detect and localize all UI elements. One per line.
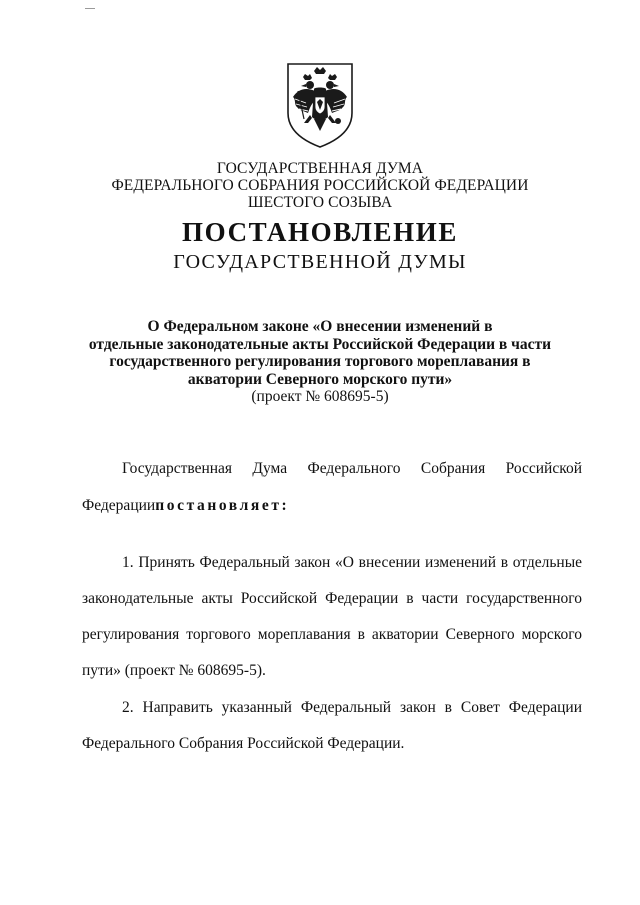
org-line-3: ШЕСТОГО СОЗЫВА xyxy=(247,194,393,211)
subject-line-3: государственного регулирования торгового мореплавания в xyxy=(109,353,531,371)
subject-line-2: отдельные законодательные акты Российской Федерации в части xyxy=(88,335,552,353)
draft-number: (проект № 608695-5) xyxy=(251,388,389,406)
preamble-line-1: Государственная Дума Федерального Собрания Российской xyxy=(122,460,582,477)
preamble-paragraph xyxy=(82,460,582,515)
org-line-1: ГОСУДАРСТВЕННАЯ ДУМА xyxy=(216,160,424,177)
state-emblem-icon xyxy=(284,61,356,149)
resolution-item-1 xyxy=(82,545,582,689)
item2-line-1: 2. Направить указанный Федеральный закон в Совет Федерации xyxy=(122,699,582,716)
item1-line-4: пути» (проект № 608695-5). xyxy=(82,662,266,679)
organization-header xyxy=(0,160,640,211)
subject-line-1: О Федеральном законе «О внесении изменений в xyxy=(147,318,493,335)
preamble-line-2 xyxy=(82,497,582,515)
item1-line-3: регулирования торгового мореплавания в акватории Северного морского xyxy=(82,626,582,643)
item1-line-2: законодательные акты Российской Федерации в части государственного xyxy=(82,590,582,607)
org-line-2: ФЕДЕРАЛЬНОГО СОБРАНИЯ РОССИЙСКОЙ ФЕДЕРАЦИИ xyxy=(111,177,529,194)
subject-line-4: акватории Северного морского пути» xyxy=(187,370,453,388)
preamble-verb: постановляет: xyxy=(155,497,290,514)
document-issuer: ГОСУДАРСТВЕННОЙ ДУМЫ xyxy=(173,251,467,273)
item1-line-1: 1. Принять Федеральный закон «О внесении изменений в отдельные xyxy=(122,554,582,571)
document-type-title: ПОСТАНОВЛЕНИЕ xyxy=(182,217,458,247)
document-subject xyxy=(0,318,640,406)
preamble-federation: Федерации xyxy=(82,497,156,514)
scan-mark xyxy=(85,8,95,9)
resolution-item-2 xyxy=(82,690,582,762)
item2-line-2: Федерального Собрания Российской Федерации. xyxy=(82,735,405,752)
